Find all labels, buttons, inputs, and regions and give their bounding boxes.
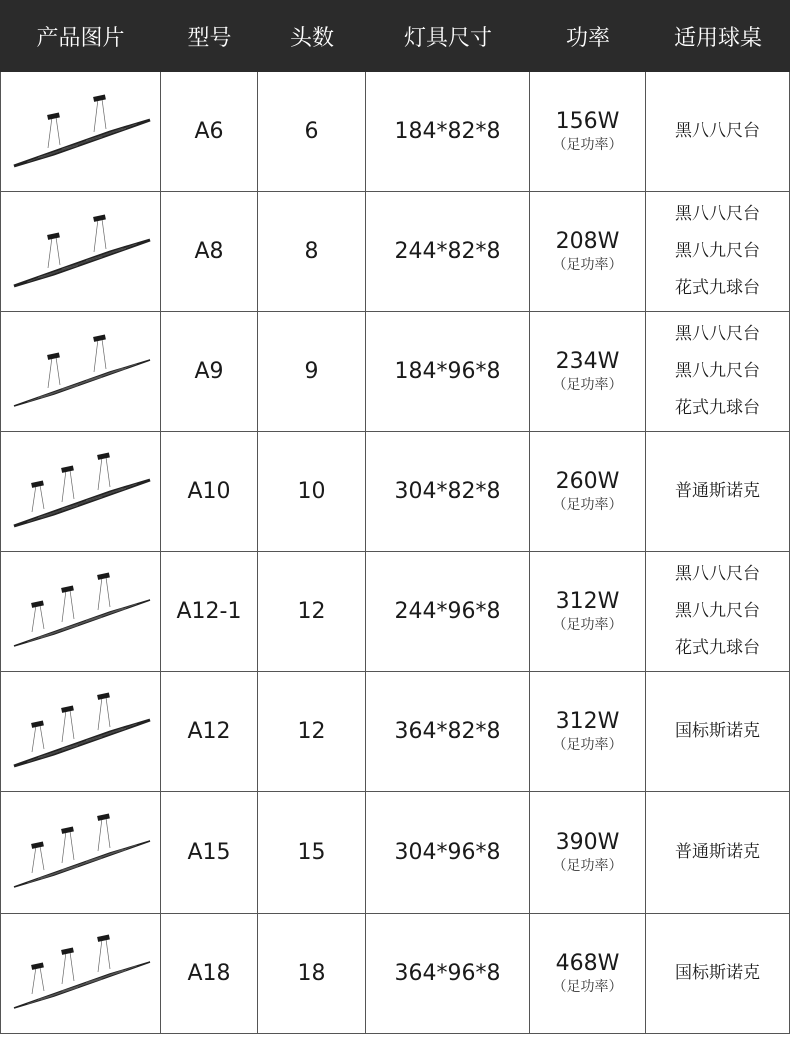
power-note: （足功率） — [552, 857, 623, 874]
table-type: 普通斯诺克 — [675, 481, 760, 501]
table-type: 黑八八尺台 — [675, 204, 760, 224]
header-heads: 头数 — [289, 25, 334, 51]
heads-cell: 15 — [258, 792, 366, 914]
power-note: （足功率） — [552, 496, 623, 513]
size-cell: 184*96*8 — [366, 312, 530, 432]
applicable-tables-cell — [646, 192, 790, 312]
power-value: 260W — [555, 468, 620, 494]
applicable-tables-cell — [646, 672, 790, 792]
power-note: （足功率） — [552, 978, 623, 995]
table-row — [0, 792, 790, 914]
product-image-cell — [0, 552, 161, 672]
heads-cell: 12 — [258, 552, 366, 672]
lamp-illustration — [6, 442, 156, 542]
model-cell: A12-1 — [161, 552, 258, 672]
heads-cell: 8 — [258, 192, 366, 312]
table-type: 花式九球台 — [675, 398, 760, 418]
applicable-tables-cell — [646, 914, 790, 1034]
power-value: 390W — [555, 829, 620, 855]
table-type: 黑八九尺台 — [675, 601, 760, 621]
model-cell: A8 — [161, 192, 258, 312]
power-note: （足功率） — [552, 136, 623, 153]
power-cell — [530, 792, 646, 914]
power-cell — [530, 914, 646, 1034]
table-type: 黑八九尺台 — [675, 241, 760, 261]
product-image-cell — [0, 312, 161, 432]
lamp-illustration — [6, 803, 156, 903]
model-cell: A18 — [161, 914, 258, 1034]
applicable-tables-cell — [646, 72, 790, 192]
applicable-tables-cell — [646, 312, 790, 432]
lamp-illustration — [6, 562, 156, 662]
heads-cell: 6 — [258, 72, 366, 192]
power-note: （足功率） — [552, 256, 623, 273]
model-cell: A6 — [161, 72, 258, 192]
table-row — [0, 432, 790, 552]
lamp-illustration — [6, 682, 156, 782]
size-cell: 304*96*8 — [366, 792, 530, 914]
lamp-illustration — [6, 924, 156, 1024]
applicable-tables-cell — [646, 432, 790, 552]
lamp-illustration — [6, 202, 156, 302]
table-row — [0, 914, 790, 1034]
table-header — [0, 0, 790, 72]
table-type: 黑八八尺台 — [675, 324, 760, 344]
model-cell: A12 — [161, 672, 258, 792]
table-type: 黑八八尺台 — [675, 121, 760, 141]
table-row — [0, 312, 790, 432]
power-value: 312W — [555, 588, 620, 614]
product-image-cell — [0, 672, 161, 792]
model-cell: A9 — [161, 312, 258, 432]
table-type: 花式九球台 — [675, 278, 760, 298]
product-image-cell — [0, 914, 161, 1034]
table-type: 国标斯诺克 — [675, 963, 760, 983]
model-cell: A15 — [161, 792, 258, 914]
lamp-illustration — [6, 82, 156, 182]
table-type: 花式九球台 — [675, 638, 760, 658]
header-power: 功率 — [565, 25, 610, 51]
power-value: 156W — [555, 108, 620, 134]
power-value: 468W — [555, 950, 620, 976]
applicable-tables-cell — [646, 792, 790, 914]
power-cell — [530, 672, 646, 792]
size-cell: 364*82*8 — [366, 672, 530, 792]
heads-cell: 12 — [258, 672, 366, 792]
power-note: （足功率） — [552, 376, 623, 393]
size-cell: 244*96*8 — [366, 552, 530, 672]
lamp-illustration — [6, 322, 156, 422]
applicable-tables-cell — [646, 552, 790, 672]
heads-cell: 18 — [258, 914, 366, 1034]
power-cell — [530, 192, 646, 312]
table-row — [0, 192, 790, 312]
table-type: 国标斯诺克 — [675, 721, 760, 741]
power-note: （足功率） — [552, 736, 623, 753]
power-cell — [530, 432, 646, 552]
heads-cell: 10 — [258, 432, 366, 552]
power-cell — [530, 552, 646, 672]
heads-cell: 9 — [258, 312, 366, 432]
size-cell: 364*96*8 — [366, 914, 530, 1034]
power-note: （足功率） — [552, 616, 623, 633]
table-row — [0, 552, 790, 672]
table-type: 黑八八尺台 — [675, 564, 760, 584]
size-cell: 244*82*8 — [366, 192, 530, 312]
power-value: 234W — [555, 348, 620, 374]
power-cell — [530, 72, 646, 192]
product-image-cell — [0, 192, 161, 312]
size-cell: 184*82*8 — [366, 72, 530, 192]
header-lamp-size: 灯具尺寸 — [403, 25, 492, 51]
header-model: 型号 — [187, 25, 232, 51]
product-image-cell — [0, 72, 161, 192]
table-row — [0, 672, 790, 792]
product-image-cell — [0, 432, 161, 552]
table-row — [0, 72, 790, 192]
header-applicable-tables: 适用球桌 — [673, 25, 762, 51]
header-product-image: 产品图片 — [36, 25, 125, 51]
table-type: 普通斯诺克 — [675, 842, 760, 862]
power-value: 312W — [555, 708, 620, 734]
power-cell — [530, 312, 646, 432]
model-cell: A10 — [161, 432, 258, 552]
size-cell: 304*82*8 — [366, 432, 530, 552]
table-type: 黑八九尺台 — [675, 361, 760, 381]
product-image-cell — [0, 792, 161, 914]
power-value: 208W — [555, 228, 620, 254]
